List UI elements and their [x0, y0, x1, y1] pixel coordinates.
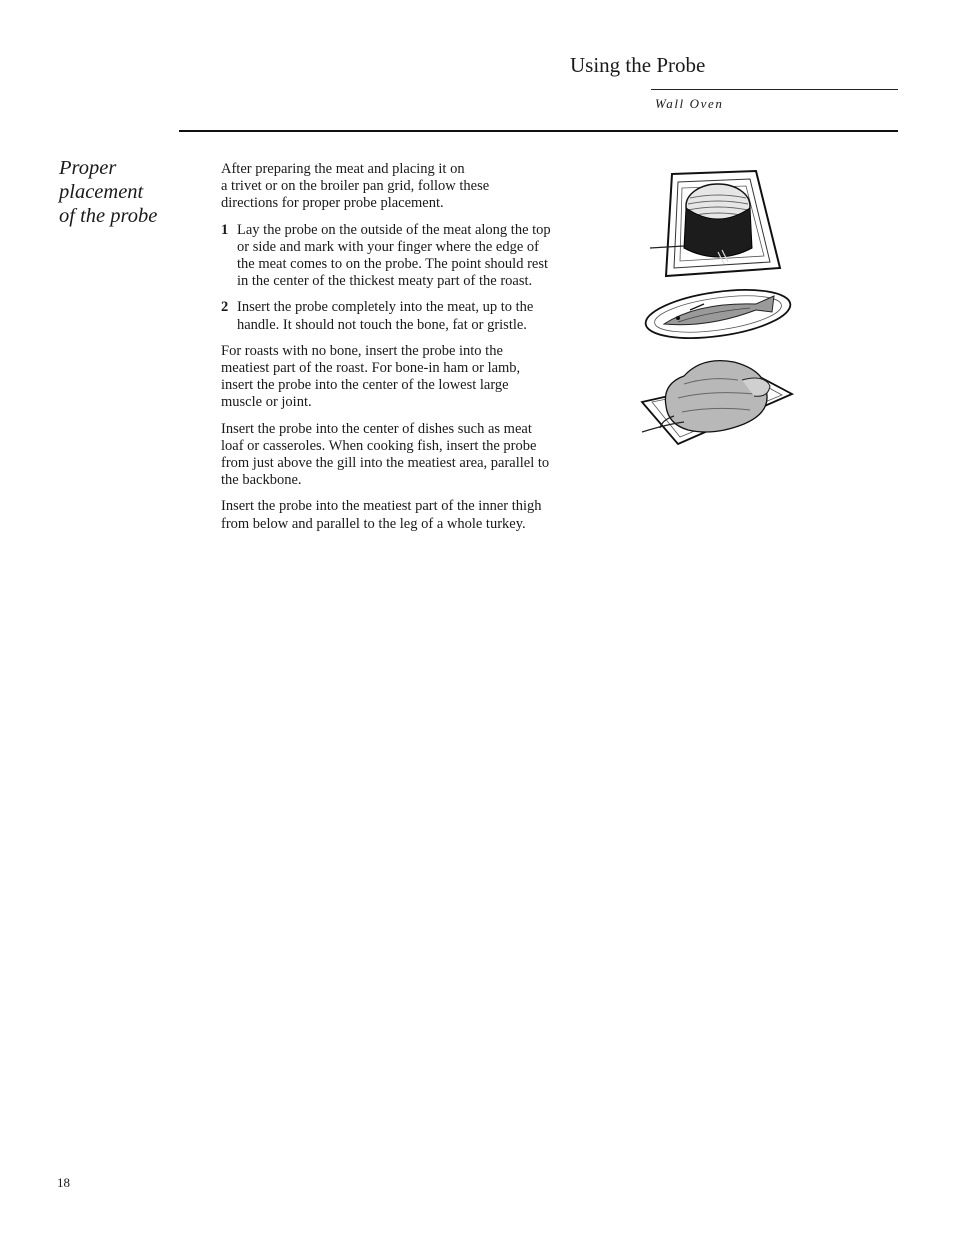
- section-heading-line: placement: [59, 181, 144, 203]
- paragraph-turkey: Insert the probe into the meatiest part of the inner thigh from below and parallel to the leg of a whole turkey.: [221, 498, 542, 532]
- paragraph-dishes-fish: Insert the probe into the center of dishes such as meat loaf or casseroles. When cooking fish, insert the probe from just above the gill into the meatiest area, parallel to the backbone.: [221, 420, 550, 489]
- step-text: Lay the probe on the outside of the meat along the top or side and mark with your finger where the edge of the meat comes to on the probe. The point should rest in the center of the thickest meaty part of the roast.: [237, 221, 551, 290]
- roast-in-pan-icon: [638, 168, 788, 278]
- intro-paragraph: [221, 161, 551, 213]
- step-text: Insert the probe completely into the meat, up to the handle. It should not touch the bone, fat or gristle.: [237, 299, 534, 333]
- section-heading: [59, 156, 174, 228]
- section-heading-line: of the probe: [59, 205, 158, 227]
- turkey-in-pan-icon: [638, 354, 798, 450]
- section-divider: [179, 130, 898, 132]
- fish-on-platter-icon: [638, 284, 798, 346]
- page-title: Using the Probe: [570, 53, 706, 77]
- intro-line: After preparing the meat and placing it on: [221, 161, 465, 177]
- step-number: 2: [221, 299, 229, 316]
- page-number: 18: [57, 1175, 70, 1190]
- paragraph-roasts: For roasts with no bone, insert the probe into the meatiest part of the roast. For bone-in ham or lamb, insert the probe into the center of the lowest large muscle or joint.: [221, 342, 521, 411]
- header-divider: [651, 89, 898, 90]
- intro-line: directions for proper probe placement.: [221, 195, 444, 212]
- body-text: [221, 161, 551, 542]
- page-subtitle: Wall Oven: [655, 96, 724, 111]
- step-number: 1: [221, 221, 229, 238]
- step-2: [221, 299, 551, 333]
- step-1: [221, 222, 551, 291]
- section-heading-line: Proper: [59, 157, 117, 179]
- intro-line: a trivet or on the broiler pan grid, follow these: [221, 178, 490, 195]
